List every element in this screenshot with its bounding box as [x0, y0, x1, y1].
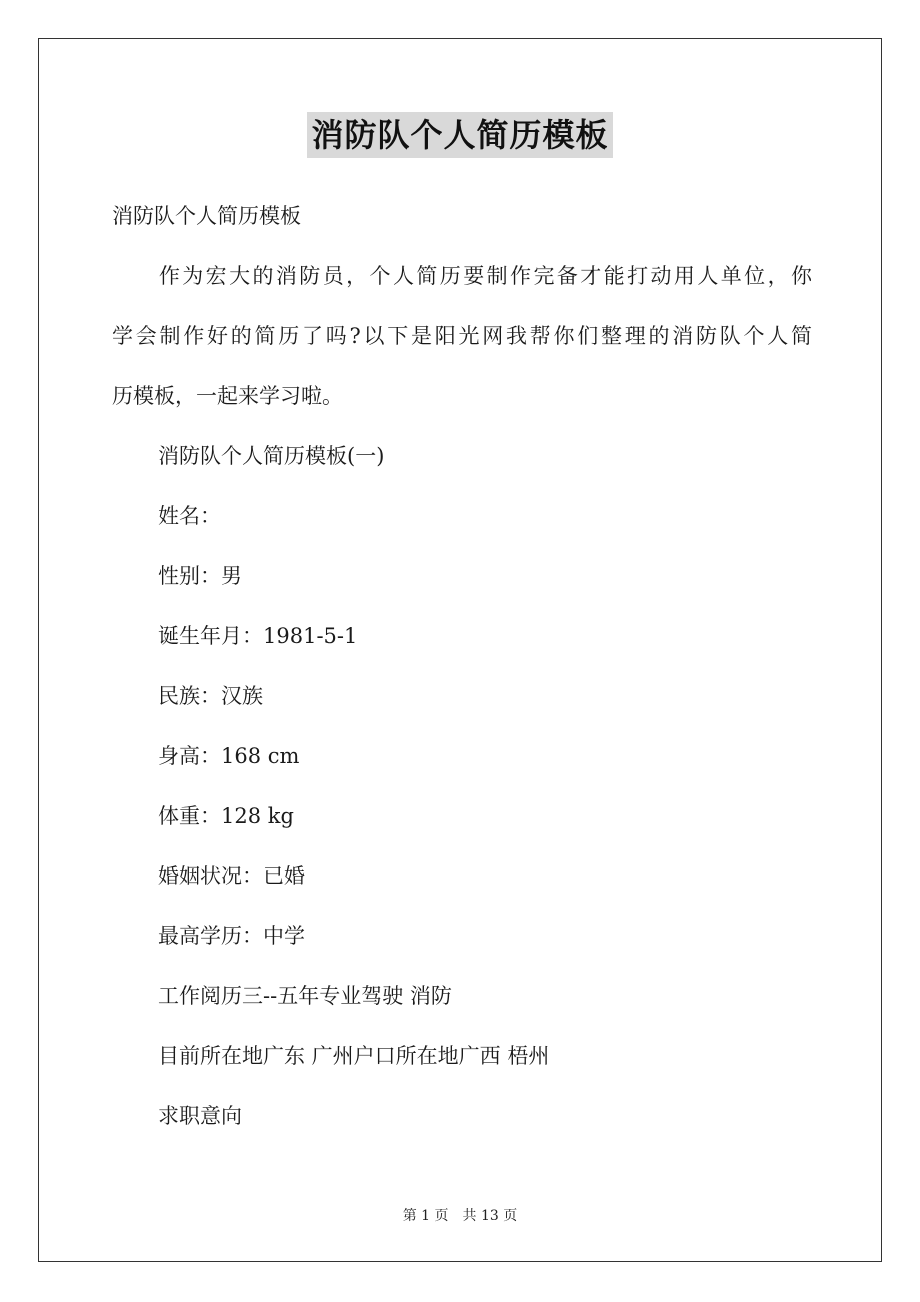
section-heading: 消防队个人简历模板(一): [158, 444, 385, 468]
field-ethnicity: 民族：汉族: [158, 684, 263, 708]
field-height: 身高：168 cm: [158, 744, 300, 768]
document-title: 消防队个人简历模板: [307, 112, 612, 158]
page-number: 第 1 页: [402, 1208, 449, 1224]
page-footer: [0, 1206, 920, 1226]
intro-line-2: 学会制作好的简历了吗?以下是阳光网我帮你们整理的消防队个人简: [112, 324, 812, 348]
intro-line-3: 历模板，一起来学习啦。: [112, 384, 343, 408]
field-marital-status: 婚姻状况：已婚: [158, 864, 305, 888]
field-job-intention: 求职意向: [158, 1104, 242, 1128]
field-gender: 性别：男: [158, 564, 242, 588]
intro-line-1: 作为宏大的消防员，个人简历要制作完备才能打动用人单位，你: [112, 264, 812, 288]
field-location: 目前所在地广东 广州户口所在地广西 梧州: [158, 1044, 550, 1068]
field-education: 最高学历：中学: [158, 924, 305, 948]
page-total: 共 13 页: [462, 1208, 518, 1224]
field-birth-date: 诞生年月：1981-5-1: [158, 624, 358, 648]
document-subtitle: 消防队个人简历模板: [112, 204, 301, 228]
field-name: 姓名：: [158, 504, 221, 528]
title-container: [0, 112, 920, 158]
field-weight: 体重：128 kg: [158, 804, 294, 828]
field-experience: 工作阅历三--五年专业驾驶 消防: [158, 984, 452, 1008]
